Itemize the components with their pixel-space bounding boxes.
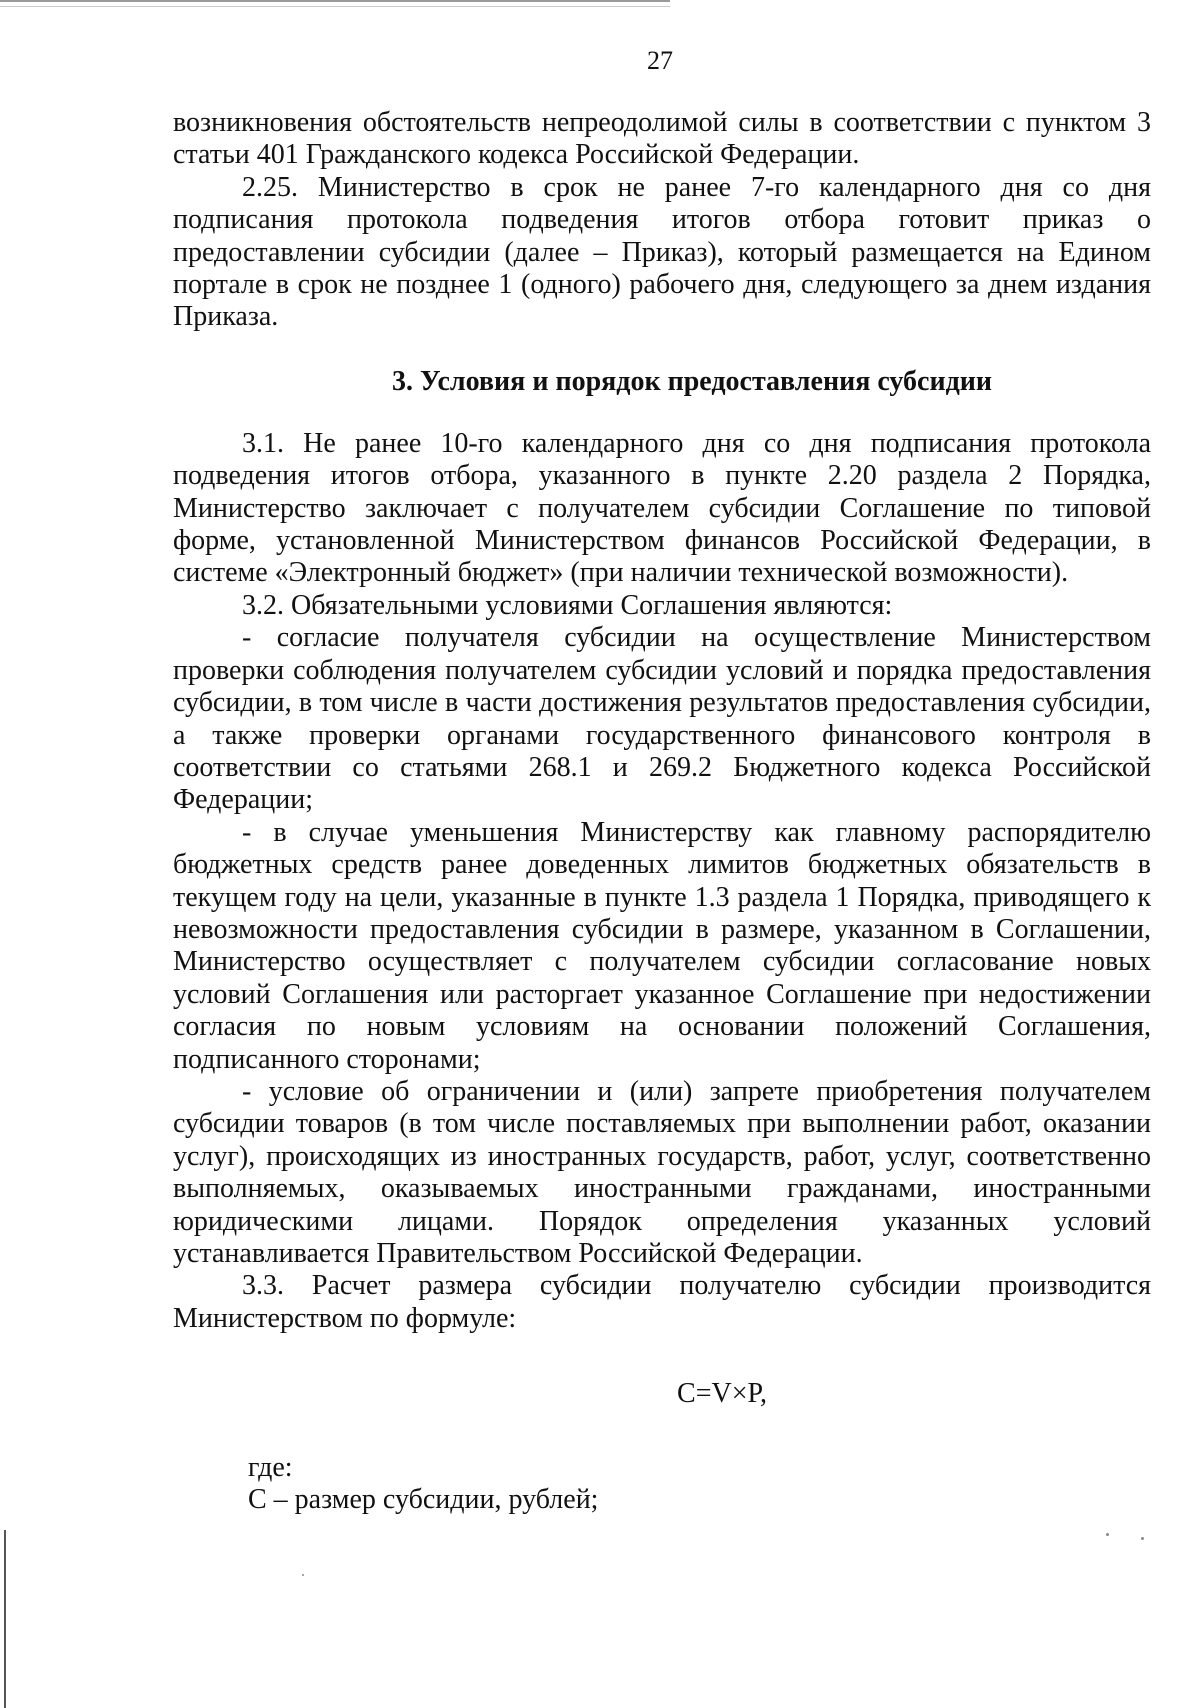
scan-edge-top-secondary xyxy=(0,6,670,7)
formula-where-label: где: xyxy=(248,1451,293,1483)
section-heading-3: 3. Условия и порядок предоставления субсидии xyxy=(391,365,993,397)
paragraph-continuation: возникновения обстоятельств непреодолимой силы в соответствии с пунктом 3 статьи 401 Гражданского кодекса Российской Федерации. xyxy=(173,107,1151,171)
scan-speck xyxy=(1106,1533,1109,1536)
page-number: 27 xyxy=(647,46,673,75)
formula-definition-c: C – размер субсидии, рублей; xyxy=(248,1484,599,1516)
scan-edge-left xyxy=(4,1530,6,1708)
paragraph-2-25: 2.25. Министерство в срок не ранее 7-го календарного дня со дня подписания протокола подведения итогов отбора готовит приказ о предоставлении субсидии (далее – Приказ), который размещается на Едином портале в срок не позднее 1 (одного) рабочего дня, следующего за днем издания Приказа. xyxy=(173,171,1151,333)
subsidy-formula: C=V×P, xyxy=(677,1378,767,1410)
paragraph-3-3: 3.3. Расчет размера субсидии получателю субсидии производится Министерством по формуле: xyxy=(173,1270,1151,1334)
bullet-condition-1: - согласие получателя субсидии на осуществление Министерством проверки соблюдения получателем субсидии условий и порядка предоставления субсидии, в том числе в части достижения результатов предоставления субсидии, а также проверки органами государственного финансового контроля в соответствии со статьями 268.1 и 269.2 Бюджетного кодекса Российской Федерации; xyxy=(173,622,1151,816)
scan-speck xyxy=(1141,1537,1144,1540)
scan-edge-top xyxy=(0,0,670,2)
scan-speck xyxy=(302,1574,304,1576)
document-body xyxy=(173,107,1151,1516)
paragraph-3-1: 3.1. Не ранее 10-го календарного дня со дня подписания протокола подведения итогов отбора, указанного в пункте 2.20 раздела 2 Порядка, Министерство заключает с получателем субсидии Соглашение по типовой форме, установленной Министерством финансов Российской Федерации, в системе «Электронный бюджет» (при наличии технической возможности). xyxy=(173,427,1151,589)
bullet-condition-3: - условие об ограничении и (или) запрете приобретения получателем субсидии товаров (в том числе поставляемых при выполнении работ, оказании услуг), происходящих из иностранных государств, работ, услуг, соответственно выполняемых, оказываемых иностранными гражданами, иностранными юридическими лицами. Порядок определения указанных условий устанавливается Правительством Российской Федерации. xyxy=(173,1075,1151,1269)
bullet-condition-2: - в случае уменьшения Министерству как главному распорядителю бюджетных средств ранее доведенных лимитов бюджетных обязательств в текущем году на цели, указанные в пункте 1.3 раздела 1 Порядка, приводящего к невозможности предоставления субсидии в размере, указанном в Соглашении, Министерство осуществляет с получателем субсидии согласование новых условий Соглашения или расторгает указанное Соглашение при недостижении согласия по новым условиям на основании положений Соглашения, подписанного сторонами; xyxy=(173,816,1151,1075)
paragraph-3-2: 3.2. Обязательными условиями Соглашения являются: xyxy=(242,589,893,621)
